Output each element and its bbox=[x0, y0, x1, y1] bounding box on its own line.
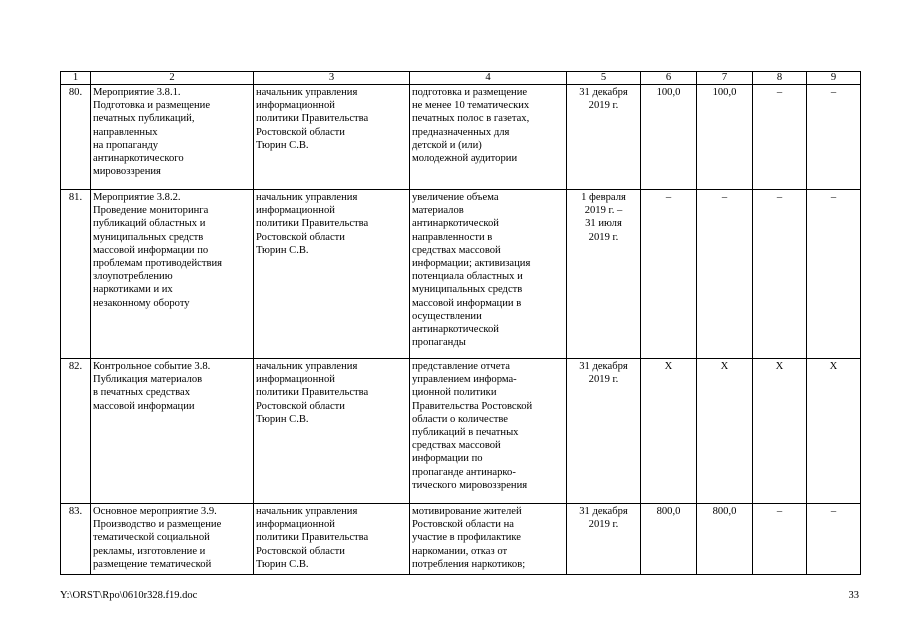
table-row bbox=[61, 359, 861, 504]
footer-file-path: Y:\ORST\Rpo\0610r328.f19.doc bbox=[60, 590, 198, 601]
value-cell-8: – bbox=[753, 190, 807, 359]
row-number: 82. bbox=[61, 359, 91, 504]
header-col-8: 8 bbox=[753, 72, 807, 85]
table-row bbox=[61, 504, 861, 575]
row-number: 81. bbox=[61, 190, 91, 359]
value-cell-6: Х bbox=[641, 359, 697, 504]
value-cell-7: Х bbox=[697, 359, 753, 504]
row-number: 80. bbox=[61, 85, 91, 190]
result-cell: подготовка и размещение не менее 10 тематических печатных полос в газетах, предназначенных для детской и (или) молодежной аудитории bbox=[410, 85, 567, 190]
value-cell-7: 800,0 bbox=[697, 504, 753, 575]
value-cell-9: – bbox=[807, 504, 861, 575]
table-row bbox=[61, 190, 861, 359]
date-cell: 31 декабря 2019 г. bbox=[567, 359, 641, 504]
page-number: 33 bbox=[848, 590, 859, 601]
value-cell-6: – bbox=[641, 190, 697, 359]
date-cell: 31 декабря 2019 г. bbox=[567, 504, 641, 575]
value-cell-6: 100,0 bbox=[641, 85, 697, 190]
responsible-cell: начальник управления информационной политики Правительства Ростовской области Тюрин С.В. bbox=[254, 190, 410, 359]
responsible-cell: начальник управления информационной политики Правительства Ростовской области Тюрин С.В. bbox=[254, 504, 410, 575]
event-cell: Контрольное событие 3.8. Публикация материалов в печатных средствах массовой информации bbox=[91, 359, 254, 504]
value-cell-8: – bbox=[753, 85, 807, 190]
responsible-cell: начальник управления информационной политики Правительства Ростовской области Тюрин С.В. bbox=[254, 359, 410, 504]
event-cell: Мероприятие 3.8.1. Подготовка и размещение печатных публикаций, направленных на пропаганду антинаркотического мировоззрения bbox=[91, 85, 254, 190]
value-cell-7: – bbox=[697, 190, 753, 359]
value-cell-9: – bbox=[807, 190, 861, 359]
responsible-cell: начальник управления информационной политики Правительства Ростовской области Тюрин С.В. bbox=[254, 85, 410, 190]
header-col-6: 6 bbox=[641, 72, 697, 85]
row-number: 83. bbox=[61, 504, 91, 575]
event-cell: Мероприятие 3.8.2. Проведение мониторинга публикаций областных и муниципальных средств массовой информации по проблемам противодействия злоупотреблению наркотиками и их незаконному обороту bbox=[91, 190, 254, 359]
header-col-7: 7 bbox=[697, 72, 753, 85]
header-col-2: 2 bbox=[91, 72, 254, 85]
value-cell-6: 800,0 bbox=[641, 504, 697, 575]
result-cell: представление отчета управлением информа- ционной политики Правительства Ростовской области о количестве публикаций в печатных средствах массовой информации по пропаганде антинарко- тического мировоззрения bbox=[410, 359, 567, 504]
table-row bbox=[61, 85, 861, 190]
value-cell-8: Х bbox=[753, 359, 807, 504]
date-cell: 1 февраля 2019 г. – 31 июля 2019 г. bbox=[567, 190, 641, 359]
event-cell: Основное мероприятие 3.9. Производство и размещение тематической социальной рекламы, изготовление и размещение тематической bbox=[91, 504, 254, 575]
table-header-row bbox=[61, 72, 861, 85]
value-cell-9: – bbox=[807, 85, 861, 190]
header-col-4: 4 bbox=[410, 72, 567, 85]
result-cell: увеличение объема материалов антинаркотической направленности в средствах массовой информации; активизация потенциала областных и муниципальных средств массовой информации в осуществлении антинаркотической пропаганды bbox=[410, 190, 567, 359]
value-cell-9: Х bbox=[807, 359, 861, 504]
result-cell: мотивирование жителей Ростовской области на участие в профилактике наркомании, отказ от потребления наркотиков; bbox=[410, 504, 567, 575]
header-col-1: 1 bbox=[61, 72, 91, 85]
header-col-5: 5 bbox=[567, 72, 641, 85]
value-cell-7: 100,0 bbox=[697, 85, 753, 190]
date-cell: 31 декабря 2019 г. bbox=[567, 85, 641, 190]
plan-table bbox=[60, 71, 861, 575]
header-col-9: 9 bbox=[807, 72, 861, 85]
value-cell-8: – bbox=[753, 504, 807, 575]
header-col-3: 3 bbox=[254, 72, 410, 85]
